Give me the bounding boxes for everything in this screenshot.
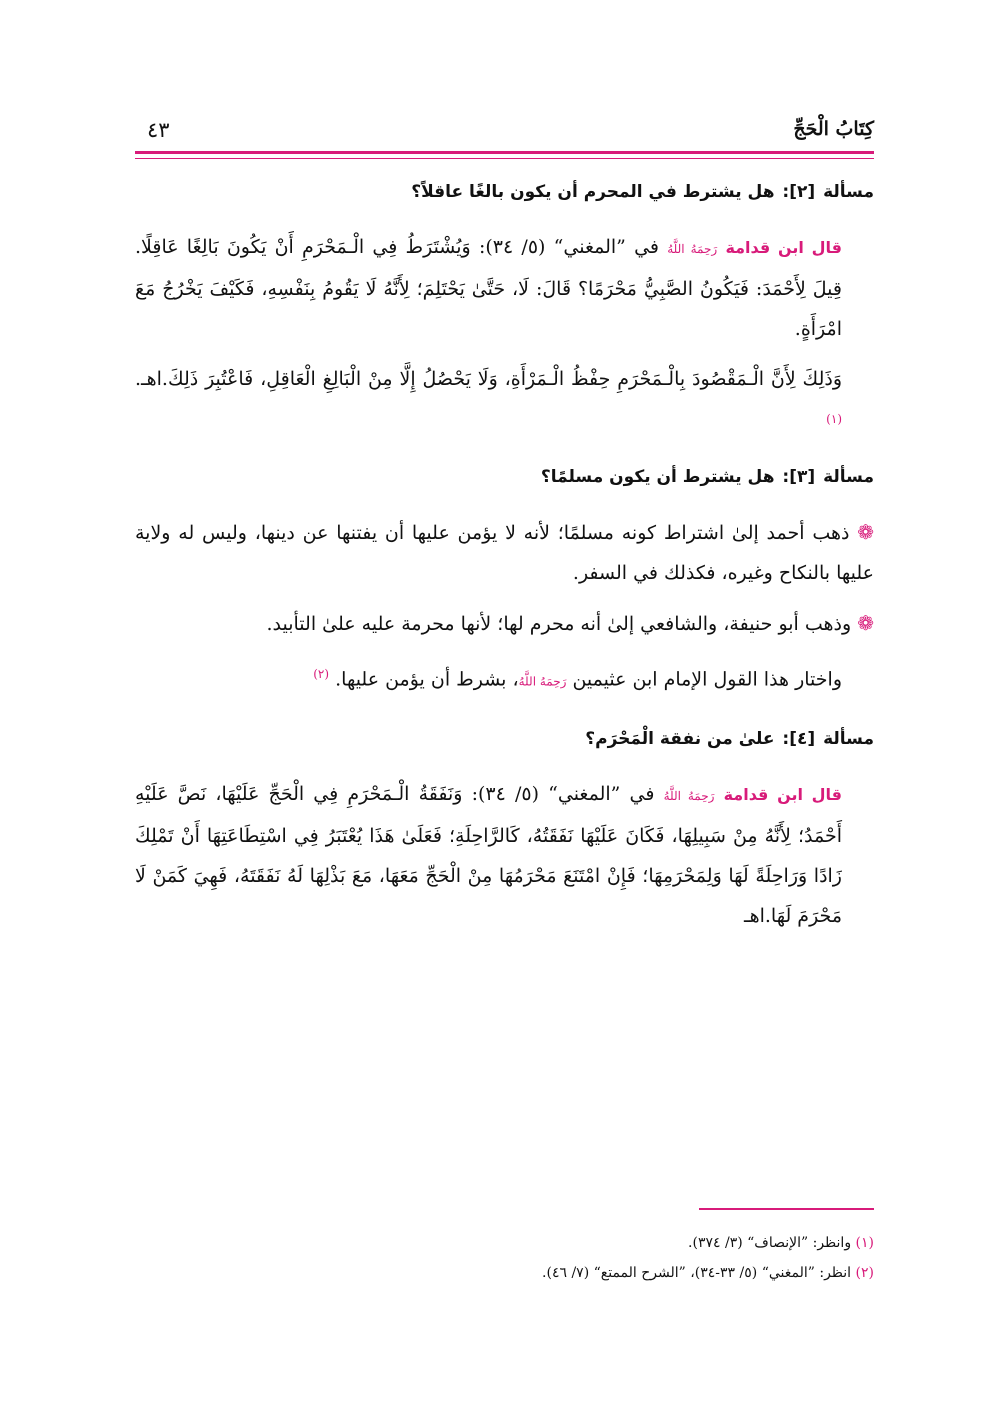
question-number: [٤]: — [782, 728, 816, 749]
question-title: هل يشترط في المحرم أن يكون بالغًا عاقلاً؟ — [411, 182, 775, 202]
quote-text: في ”المغني“ (٥/ ٣٤): وَيُشْتَرَطُ فِي الْـمَحْرَمِ أَنْ يَكُونَ بَالِغًا عَاقِلًا. قِيلَ لِأَحْمَدَ: فَيَكُونُ الصَّبِيُّ مَحْرَمًا؟ قَالَ: لَا، حَتَّىٰ يَحْتَلِمَ؛ لِأَنَّهُ لَا يَقُومُ بِنَفْسِهِ، فَكَيْفَ يَخْرُجُ مَعَ امْرَأَةٍ. — [135, 236, 842, 340]
question-number: [٢]: — [782, 182, 816, 202]
question-label: مسألة — [823, 467, 874, 488]
quote-text: في ”المغني“ (٥/ ٣٤): وَنَفَقَةُ الْـمَحْرَمِ فِي الْحَجِّ عَلَيْهَا، نَصَّ عَلَيْهِ أَحْمَدُ؛ لِأَنَّهُ مِنْ سَبِيلِهَا، فَكَانَ عَلَيْهَا نَفَقَتُهُ، كَالرَّاحِلَةِ؛ فَعَلَىٰ هَذَا يُعْتَبَرُ فِي اسْتِطَاعَتِهَا أَنْ تَمْلِكَ زَادًا وَرَاحِلَةً لَهَا وَلِمَحْرَمِهَا؛ فَإِنْ امْتَنَعَ مَحْرَمُهَا مِنْ الْحَجِّ مَعَهَا، مَعَ بَذْلِهَا لَهُ نَفَقَتَهُ، فَهِيَ كَمَنْ لَا مَحْرَمَ لَهَا.اهـ — [135, 782, 842, 927]
question-heading-4 — [135, 724, 874, 754]
flower-bullet-icon: ❁ — [857, 611, 874, 636]
quote-lead: قال ابن قدامة — [723, 784, 842, 804]
footnote-ref-1[interactable]: (١) — [826, 412, 842, 426]
bullet-abu-hanifa — [135, 603, 874, 644]
book-title: كِتَابُ الْحَجِّ — [793, 118, 874, 140]
footnote-2 — [135, 1258, 874, 1288]
header-rule-thick — [135, 151, 874, 154]
paragraph-reason — [135, 359, 874, 444]
page-number: ٤٣ — [147, 118, 170, 142]
page-body — [135, 175, 874, 946]
honorific: رَحِمَهُ اللَّهُ — [518, 674, 567, 689]
paragraph-text-a: واختار هذا القول الإمام ابن عثيمين — [572, 668, 842, 691]
question-title: علىٰ من نفقة الْمَحْرَم؟ — [585, 728, 775, 749]
question-title: هل يشترط أن يكون مسلمًا؟ — [540, 467, 775, 488]
bullet-text: وذهب أبو حنيفة، والشافعي إلىٰ أنه محرم لها؛ لأنها محرمة عليه علىٰ التأبيد. — [266, 613, 852, 636]
paragraph-ibn-qudama-1 — [135, 227, 874, 349]
running-head — [135, 118, 874, 152]
bullet-text: ذهب أحمد إلىٰ اشتراط كونه مسلمًا؛ لأنه لا يؤمن عليها أن يفتنها عن دينها، وليس له ولاية عليها بالنكاح وغيره، فكذلك في السفر. — [135, 522, 874, 585]
question-label: مسألة — [823, 182, 874, 202]
question-heading-2 — [135, 177, 874, 207]
paragraph-text: وَذَلِكَ لِأَنَّ الْـمَقْصُودَ بِالْـمَحْرَمِ حِفْظُ الْـمَرْأَةِ، وَلَا يَحْصُلُ إِلَّا مِنْ الْبَالِغِ الْعَاقِلِ، فَاعْتُبِرَ ذَلِكَ.اهـ. — [135, 368, 842, 390]
footnote-number: (١) — [855, 1235, 874, 1251]
flower-bullet-icon: ❁ — [857, 520, 874, 545]
paragraph-ibn-qudama-2 — [135, 774, 874, 936]
footnote-text: انظر: ”المغني“ (٥/ ٣٣-٣٤)، ”الشرح الممتع“ (٧/ ٤٦). — [542, 1265, 852, 1281]
book-page — [135, 0, 874, 1418]
question-heading-3 — [135, 462, 874, 492]
paragraph-text-b: ، بشرط أن يؤمن عليها. — [335, 668, 519, 691]
question-label: مسألة — [823, 728, 874, 749]
question-number: [٣]: — [782, 467, 816, 488]
footnote-text: وانظر: ”الإنصاف“ (٣/ ٣٧٤). — [688, 1235, 852, 1251]
paragraph-ibn-uthaymeen — [135, 654, 874, 701]
honorific: رَحِمَهُ اللَّهُ — [667, 242, 718, 256]
honorific: رَحِمَهُ اللَّهُ — [663, 788, 715, 803]
footnote-ref-2[interactable]: (٢) — [313, 667, 330, 682]
bullet-ahmad — [135, 512, 874, 593]
footnote-rule — [699, 1208, 874, 1210]
footnote-1 — [135, 1228, 874, 1258]
footnote-number: (٢) — [855, 1265, 874, 1281]
header-rule-thin — [135, 158, 874, 159]
footnotes — [135, 1228, 874, 1288]
quote-lead: قال ابن قدامة — [725, 238, 842, 257]
